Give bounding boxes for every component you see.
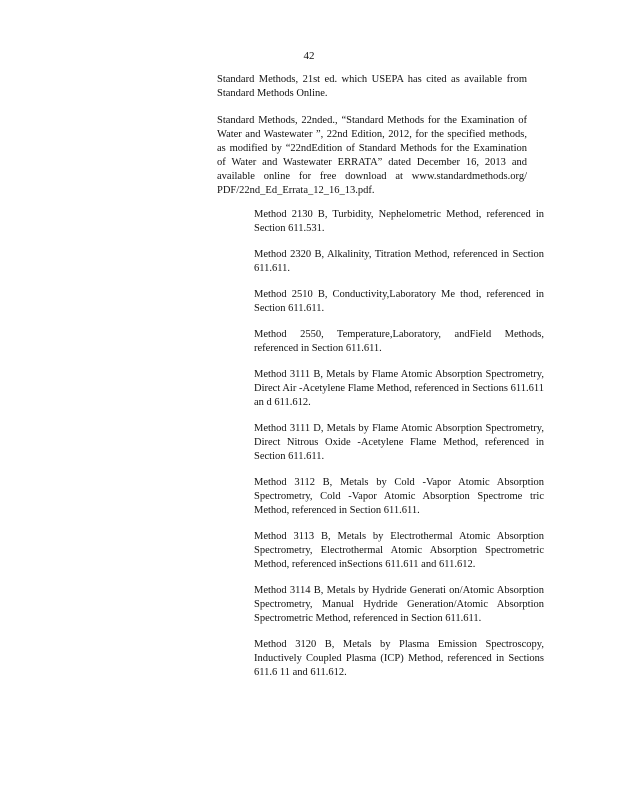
method-item: Method 3120 B, Metals by Plasma Emission Spectroscopy, Inductively Coupled Plasma (ICP) Method, referenced in Sections 611.6 11 and 611.612. bbox=[254, 639, 544, 678]
method-item: Method 3111 D, Metals by Flame Atomic Absorption Spectrometry, Direct Nitrous Oxide -Acetylene Flame Method, referenced in Section 611.611. bbox=[254, 423, 544, 462]
method-item: Method 2550, Temperature,Laboratory, andField Methods, referenced in Section 611.611. bbox=[254, 329, 544, 354]
page-number: 42 bbox=[303, 50, 315, 62]
method-item: Method 3113 B, Metals by Electrothermal Atomic Absorption Spectrometry, Electrothermal Atomic Absorption Spectrometric Method, referenced inSections 611.611 and 611.612. bbox=[254, 531, 544, 570]
paragraph-standard-methods-21st: Standard Methods, 21st ed. which USEPA has cited as available from Standard Methods Online. bbox=[217, 74, 527, 99]
method-item: Method 3114 B, Metals by Hydride Generati on/Atomic Absorption Spectrometry, Manual Hydride Generation/Atomic Absorption Spectrometric Method, referenced in Section 611.611. bbox=[254, 585, 544, 624]
method-list bbox=[254, 208, 544, 692]
method-item: Method 3111 B, Metals by Flame Atomic Absorption Spectrometry, Direct Air -Acetylene Flame Method, referenced in Sections 611.611 an d 611.612. bbox=[254, 369, 544, 408]
method-item: Method 2320 B, Alkalinity, Titration Method, referenced in Section 611.611. bbox=[254, 249, 544, 274]
method-item: Method 2510 B, Conductivity,Laboratory Me thod, referenced in Section 611.611. bbox=[254, 289, 544, 314]
paragraph-standard-methods-22nd: Standard Methods, 22nded., “Standard Methods for the Examination of Water and Wastewater ”, 22nd Edition, 2012, for the specified methods, as modified by “22ndEdition of Standard Methods for the Examination of Water and Wastewater ERRATA” dated December 16, 2013 and available online for free download at www.standardmethods.org/ PDF/22nd_Ed_Errata_12_16_13.pdf. bbox=[217, 115, 527, 196]
method-item: Method 2130 B, Turbidity, Nephelometric Method, referenced in Section 611.531. bbox=[254, 209, 544, 234]
method-item: Method 3112 B, Metals by Cold -Vapor Atomic Absorption Spectrometry, Cold -Vapor Atomic Absorption Spectrome tric Method, referenced in Section 611.611. bbox=[254, 477, 544, 516]
